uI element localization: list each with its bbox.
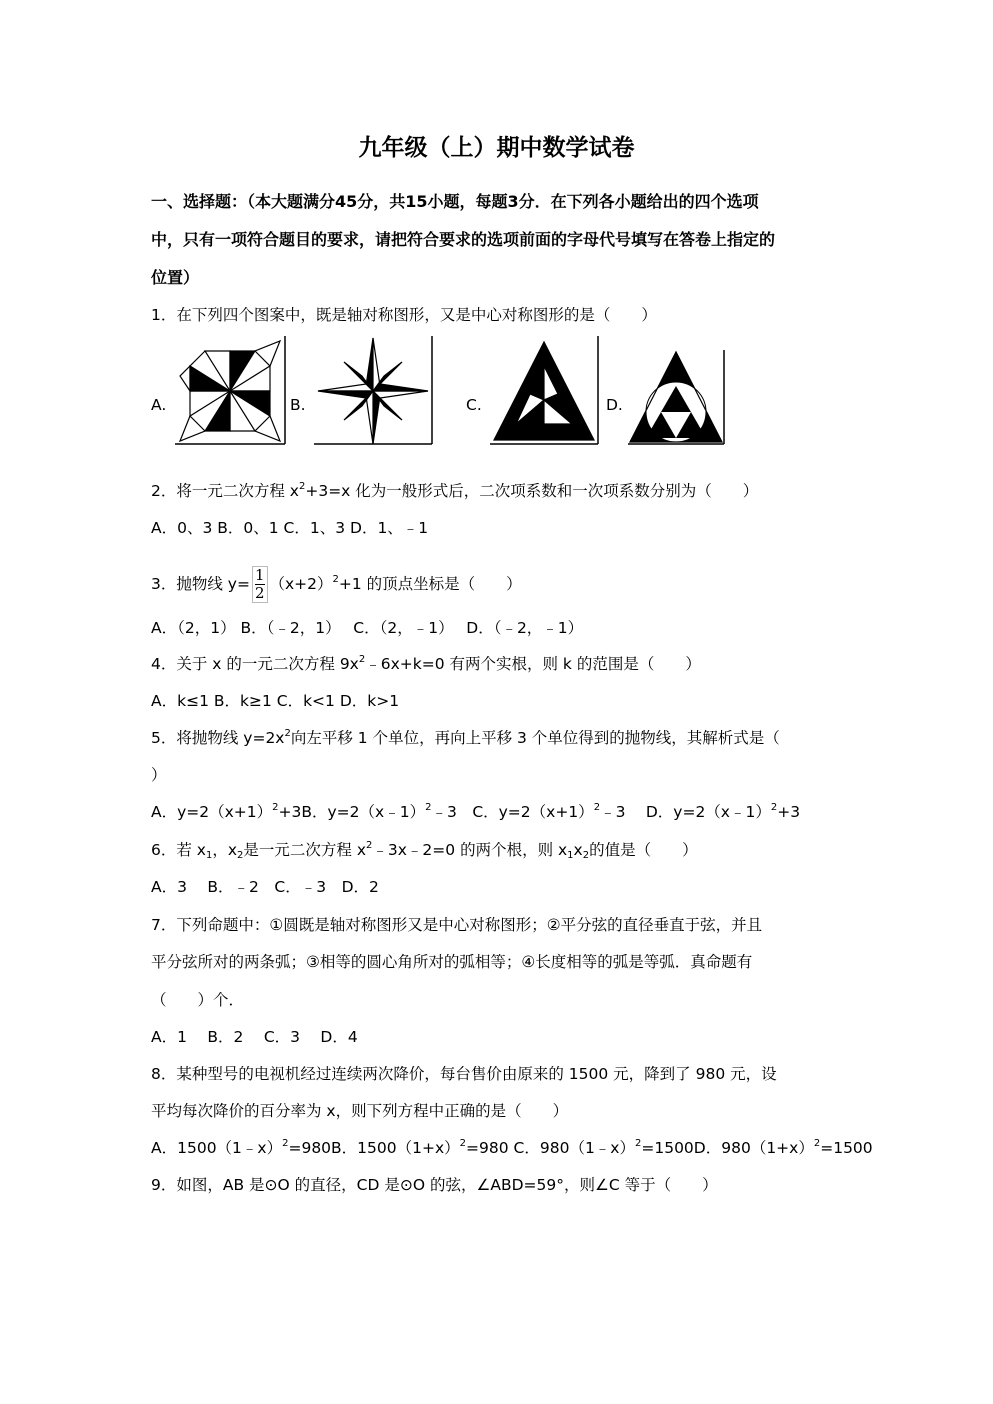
question-1-stem: 1．在下列四个图案中，既是轴对称图形，又是中心对称图形的是（ ）: [151, 306, 657, 324]
section-heading-line-1: 一、选择题：（本大题满分45分，共15小题，每题3分．在下列各小题给出的四个选项: [151, 192, 759, 211]
pinwheel-figure: [175, 336, 287, 446]
page-title: 九年级（上）期中数学试卷: [358, 135, 635, 161]
question-6-options: A．3 B．﹣2 C．﹣3 D．2: [151, 878, 379, 896]
section-heading-line-2: 中，只有一项符合题目的要求，请把符合要求的选项前面的字母代号填写在答卷上指定的: [151, 230, 776, 249]
q1-option-a-label: A.: [151, 396, 167, 414]
question-8-line-2: 平均每次降价的百分率为 x，则下列方程中正确的是（ ）: [151, 1102, 569, 1120]
question-7-line-3: （ ）个．: [151, 991, 245, 1009]
q1-option-c-label: C.: [466, 396, 482, 414]
question-6-stem: 6．若 $x_1$，$x_2$是一元二次方程 $x^2﹣3x﹣2=0$ 的两个根，则 $x_1x_2$的值是（ ）: [151, 840, 698, 861]
triangle-circle-figure: [628, 350, 726, 446]
question-5-stem: 5．将抛物线 $y=2x^2$向左平移 1 个单位，再向上平移 3 个单位得到的抛物线，其解析式是（: [151, 728, 780, 747]
question-9-stem: 9．如图，AB 是⊙O 的直径，CD 是⊙O 的弦，∠ABD=59°，则∠C 等于（ ）: [151, 1176, 718, 1194]
question-7-line-1: 7．下列命题中：①圆既是轴对称图形又是中心对称图形；②平分弦的直径垂直于弦，并且: [151, 916, 763, 934]
question-2-stem: 2．将一元二次方程 $x^2+3=x$ 化为一般形式后，二次项系数和一次项系数分别为（ ）: [151, 481, 759, 500]
triangle-pattern-figure: [490, 336, 602, 446]
question-5-stem-cont: ）: [151, 766, 167, 784]
question-8-line-1: 8．某种型号的电视机经过连续两次降价，每台售价由原来的 1500 元，降到了 980 元，设: [151, 1065, 777, 1083]
question-7-line-2: 平分弦所对的两条弧；③相等的圆心角所对的弧相等；④长度相等的弧是等弧．真命题有: [151, 953, 753, 971]
section-heading-line-3: 位置）: [151, 268, 200, 287]
question-4-stem: 4．关于 x 的一元二次方程 $9x^2﹣6x+k=0$ 有两个实根，则 k 的范围是（ ）: [151, 654, 701, 673]
q1-option-d-label: D.: [606, 396, 623, 414]
fraction-one-half: $\frac{1}{2}$: [252, 566, 268, 603]
question-7-options: A．1 B．2 C．3 D．4: [151, 1028, 358, 1046]
question-8-options: A．1500（1﹣x）$^2$=980B．$1500(1+x)^2=980$ C．980（1﹣x）$^2$=1500D．$980(1+x)^2=1500$: [151, 1138, 873, 1157]
question-5-options: A．$y=2(x+1)^2+3B$．y=2（x﹣1）$^2$﹣3 C．$y=2(x+1)^2﹣3$ D．y=2（x﹣1）$^2$+3: [151, 802, 801, 821]
star-figure: [314, 336, 434, 446]
question-3-options: A．（2，1） B．（﹣2，1） C．（2，﹣1） D．（﹣2，﹣1）: [151, 619, 584, 637]
q1-option-b-label: B.: [290, 396, 306, 414]
question-2-options: A．0、3 B．0、1 C．1、3 D．1、﹣1: [151, 519, 429, 537]
question-3-stem: 3．抛物线 y= $\frac{1}{2}$ $(x+2)^2+1$ 的顶点坐标是（ ）: [151, 566, 522, 602]
question-4-options: A．k≤1 B．k≥1 C．k<1 D．k>1: [151, 692, 400, 710]
